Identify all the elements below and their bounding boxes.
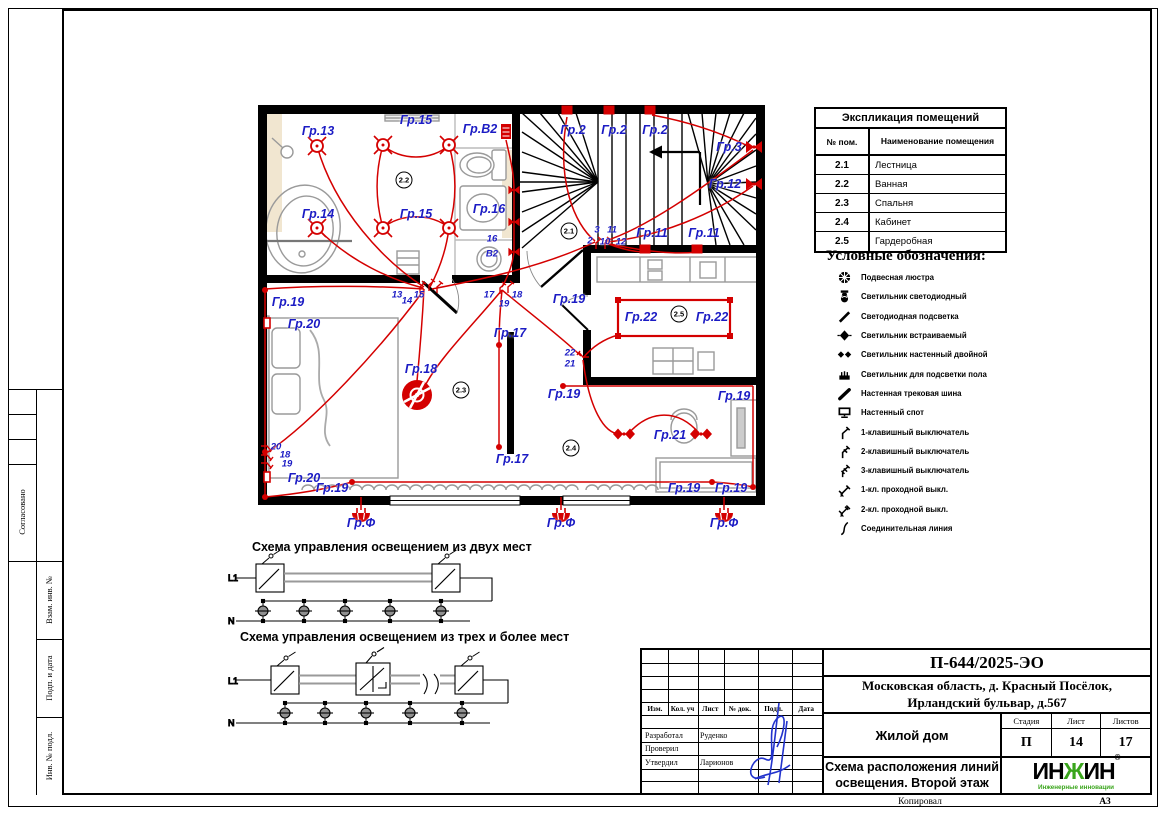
circuit-label: 15 bbox=[413, 289, 425, 301]
legend-item bbox=[836, 480, 1036, 499]
sheet-value: 14 bbox=[1052, 729, 1102, 756]
title-block bbox=[640, 648, 1152, 795]
legend-symbol-icon bbox=[836, 289, 853, 305]
circuit-label: 16 bbox=[486, 233, 498, 245]
circuit-label: 19 bbox=[498, 298, 510, 310]
circuit-label: Гр.17 bbox=[493, 326, 527, 340]
col-list: Лист bbox=[702, 704, 719, 713]
logo-text: ИН bbox=[1032, 758, 1064, 784]
circuit-label: 12 bbox=[615, 236, 627, 248]
company-logo bbox=[1002, 753, 1150, 793]
circuit-label: Гр.Ф bbox=[709, 516, 739, 530]
circuit-label: Гр.19 bbox=[717, 389, 751, 403]
address-line-2: Ирландский бульвар, д.567 bbox=[907, 694, 1067, 710]
explication-table bbox=[814, 107, 1007, 253]
legend-item-label: 2-клавишный выключатель bbox=[861, 446, 970, 456]
legend-item-label: 1-кл. проходной выкл. bbox=[861, 485, 949, 495]
circuit-label: Гр.12 bbox=[708, 177, 742, 191]
circuit-label: Гр.Ф bbox=[346, 516, 376, 530]
circuit-label: 18 bbox=[511, 289, 523, 301]
legend-item-label: Соединительная линия bbox=[861, 524, 953, 533]
circuit-label: Гр.19 bbox=[315, 481, 349, 495]
circuit-label: Гр.15 bbox=[399, 113, 433, 127]
frame-label-vzam: Взам. инв. № bbox=[44, 576, 54, 624]
legend-item-label: 1-клавишный выключатель bbox=[861, 427, 970, 437]
role-checked: Проверил bbox=[645, 744, 679, 753]
stage-value: П bbox=[1002, 729, 1052, 756]
circuit-label: Гр.19 bbox=[547, 387, 581, 401]
legend-symbol-icon bbox=[836, 270, 853, 286]
legend-item-label: Светодиодная подсветка bbox=[861, 311, 959, 321]
stairs-arrow bbox=[649, 146, 700, 206]
registered-mark: ® bbox=[1114, 753, 1120, 763]
circuit-label: Гр.20 bbox=[287, 317, 321, 331]
chandelier-symbol bbox=[402, 380, 432, 410]
circuit-label: Гр.2 bbox=[601, 123, 627, 137]
circuit-label: 10 bbox=[599, 236, 611, 248]
l1-label: L1 bbox=[228, 676, 239, 686]
room-number-marker: 2.1 bbox=[561, 223, 578, 240]
legend-item-label: 3-клавишный выключатель bbox=[861, 466, 970, 476]
circuit-label: Гр.16 bbox=[472, 202, 506, 216]
col-doc: № док. bbox=[728, 704, 752, 713]
circuit-label: Гр.В2 bbox=[462, 122, 498, 136]
explication-row bbox=[816, 175, 1005, 194]
frame-label-podp: Подп. и дата bbox=[44, 655, 54, 701]
copied-label: Копировал bbox=[898, 797, 942, 807]
explication-header bbox=[816, 129, 1005, 156]
legend-item bbox=[836, 442, 1036, 461]
circuit-label: 21 bbox=[564, 358, 576, 370]
circuit-label: Гр.19 bbox=[714, 481, 748, 495]
col-izm: Изм. bbox=[647, 704, 663, 713]
col-room-name: Наименование помещения bbox=[880, 136, 995, 147]
l1-label: L1 bbox=[228, 573, 239, 583]
legend-item-label: 2-кл. проходной выкл. bbox=[861, 504, 949, 514]
col-room-number: № пом. bbox=[816, 129, 870, 154]
legend-symbol-icon bbox=[836, 424, 853, 440]
room-number-marker: 2.5 bbox=[671, 306, 688, 323]
legend-item bbox=[836, 345, 1036, 364]
room-name-cell: Гардеробная bbox=[875, 236, 933, 247]
legend-symbol-icon bbox=[836, 366, 853, 382]
circuit-label: Гр.22 bbox=[624, 310, 658, 324]
circuit-label: 19 bbox=[281, 458, 293, 470]
explication-row bbox=[816, 213, 1005, 232]
logo-zh: Ж bbox=[1063, 758, 1084, 784]
role-approved: Утвердил bbox=[645, 757, 678, 767]
legend-item bbox=[836, 422, 1036, 441]
schematic-three-title: Схема управления освещением из трех и более мест bbox=[240, 630, 570, 644]
address-line-1: Московская область, д. Красный Посёлок, bbox=[862, 677, 1112, 693]
circuit-label: Гр.20 bbox=[287, 471, 321, 485]
room-number-cell: 2.4 bbox=[816, 213, 870, 231]
circuit-label: Гр.19 bbox=[552, 292, 586, 306]
stage-label: Стадия bbox=[1002, 714, 1052, 728]
sheets-value: 17 bbox=[1118, 734, 1133, 750]
doors bbox=[423, 250, 588, 330]
circuit-label: 20 bbox=[270, 441, 282, 453]
circuit-label: 18 bbox=[279, 449, 291, 461]
legend-item-label: Подвесная люстра bbox=[861, 273, 934, 283]
legend-item bbox=[836, 287, 1036, 306]
circuit-label: Гр.11 bbox=[688, 226, 720, 240]
legend-item bbox=[836, 519, 1036, 538]
legend bbox=[836, 268, 1036, 538]
legend-item-label: Светильник светодиодный bbox=[861, 292, 967, 302]
explication-row bbox=[816, 156, 1005, 175]
col-podp: Подп. bbox=[764, 704, 783, 713]
object-name: Жилой дом bbox=[824, 714, 1002, 756]
col-data: Дата bbox=[798, 704, 814, 713]
circuit-label: Гр.21 bbox=[653, 428, 687, 442]
circuit-label: Гр.14 bbox=[301, 207, 335, 221]
room-number-cell: 2.5 bbox=[816, 232, 870, 251]
room-name-cell: Спальня bbox=[875, 197, 914, 209]
legend-item-label: Светильник для подсветки пола bbox=[861, 369, 987, 379]
legend-item-label: Светильник настенный двойной bbox=[861, 350, 988, 360]
schematic-two-places bbox=[228, 550, 492, 626]
circuit-label: Гр.22 bbox=[695, 310, 729, 324]
circuit-label: Гр.Ф bbox=[546, 516, 576, 530]
windows bbox=[390, 496, 630, 505]
room-number-marker: 2.4 bbox=[563, 440, 580, 457]
legend-item-label: Настенная трековая шина bbox=[861, 388, 962, 398]
sheets-label: Листов bbox=[1112, 716, 1139, 726]
room-number-cell: 2.1 bbox=[816, 156, 870, 174]
legend-symbol-icon bbox=[836, 308, 853, 324]
circuit-label: 3 bbox=[594, 224, 600, 236]
legend-symbol-icon bbox=[836, 463, 853, 479]
schematic-three-places bbox=[228, 648, 508, 729]
legend-title: Условные обозначения: bbox=[826, 248, 986, 264]
legend-item bbox=[836, 461, 1036, 480]
frame-label-approved: Согласовано bbox=[17, 489, 27, 535]
legend-item bbox=[836, 307, 1036, 326]
explication-row bbox=[816, 194, 1005, 213]
room-name-cell: Лестница bbox=[875, 159, 917, 171]
drawing-title-line-1: Схема расположения линий bbox=[825, 759, 999, 774]
circuit-label: В2 bbox=[485, 248, 499, 260]
legend-symbol-icon bbox=[836, 521, 853, 537]
legend-item bbox=[836, 403, 1036, 422]
legend-item bbox=[836, 500, 1036, 519]
logo-text2: ИН bbox=[1083, 758, 1115, 784]
sheet-label: Лист bbox=[1052, 714, 1102, 728]
stage-grid bbox=[1002, 714, 1150, 756]
legend-symbol-icon bbox=[836, 405, 853, 421]
circuit-label: 13 bbox=[391, 289, 403, 301]
room-name-cell: Кабинет bbox=[875, 216, 912, 228]
n-label: N bbox=[228, 616, 235, 626]
drawing-title-line-2: освещения. Второй этаж bbox=[835, 775, 989, 790]
legend-symbol-icon bbox=[836, 328, 853, 344]
circuit-label: 2 bbox=[587, 235, 593, 247]
legend-symbol-icon bbox=[836, 385, 853, 401]
name-approved: Ларионов bbox=[700, 757, 734, 767]
drawing-title bbox=[824, 758, 1002, 793]
legend-symbol-icon bbox=[836, 347, 853, 363]
frame-label-in: Инв. № подл. bbox=[44, 731, 54, 781]
format-label: А3 bbox=[1099, 797, 1111, 807]
circuit-label: 11 bbox=[607, 224, 617, 236]
col-kol: Кол. уч bbox=[670, 704, 695, 713]
room-number-cell: 2.3 bbox=[816, 194, 870, 212]
circuit-label: Гр.2 bbox=[560, 123, 586, 137]
role-developed: Разработал bbox=[645, 730, 683, 740]
legend-symbol-icon bbox=[836, 443, 853, 459]
legend-item bbox=[836, 364, 1036, 383]
logo-subtitle: Инженерные инновации bbox=[1037, 784, 1115, 791]
legend-item bbox=[836, 326, 1036, 345]
room-number-cell: 2.2 bbox=[816, 175, 870, 193]
legend-symbol-icon bbox=[836, 482, 853, 498]
explication-title: Экспликация помещений bbox=[816, 109, 1005, 129]
n-label: N bbox=[228, 718, 235, 728]
legend-item-label: Светильник встраиваемый bbox=[861, 331, 967, 341]
document-number: П-644/2025-ЭО bbox=[824, 650, 1150, 677]
legend-item bbox=[836, 384, 1036, 403]
circuit-label: Гр.17 bbox=[495, 452, 529, 466]
room-number-marker: 2.3 bbox=[453, 382, 470, 399]
circuit-label: 14 bbox=[401, 295, 413, 307]
legend-symbol-icon bbox=[836, 501, 853, 517]
circuit-label: Гр.3 bbox=[716, 140, 742, 154]
circuit-label: Гр.15 bbox=[399, 207, 433, 221]
signature bbox=[735, 695, 810, 795]
name-developed: Руденко bbox=[700, 730, 728, 740]
circuit-label: Гр.19 bbox=[667, 481, 701, 495]
circuit-label: 17 bbox=[483, 289, 495, 301]
circuit-label: Гр.2 bbox=[642, 123, 668, 137]
project-address bbox=[824, 677, 1150, 714]
schematic-two-title: Схема управления освещением из двух мест bbox=[252, 540, 532, 554]
room-name-cell: Ванная bbox=[875, 178, 908, 190]
circuit-label: Гр.13 bbox=[301, 124, 335, 138]
legend-item bbox=[836, 268, 1036, 287]
circuit-label: Гр.11 bbox=[636, 226, 668, 240]
circuit-label: Гр.19 bbox=[271, 295, 305, 309]
legend-item-label: Настенный спот bbox=[861, 408, 924, 418]
room-number-marker: 2.2 bbox=[396, 172, 413, 189]
circuit-label: Гр.18 bbox=[404, 362, 438, 376]
circuit-label: 22 bbox=[564, 347, 576, 359]
explication-body bbox=[816, 156, 1005, 251]
